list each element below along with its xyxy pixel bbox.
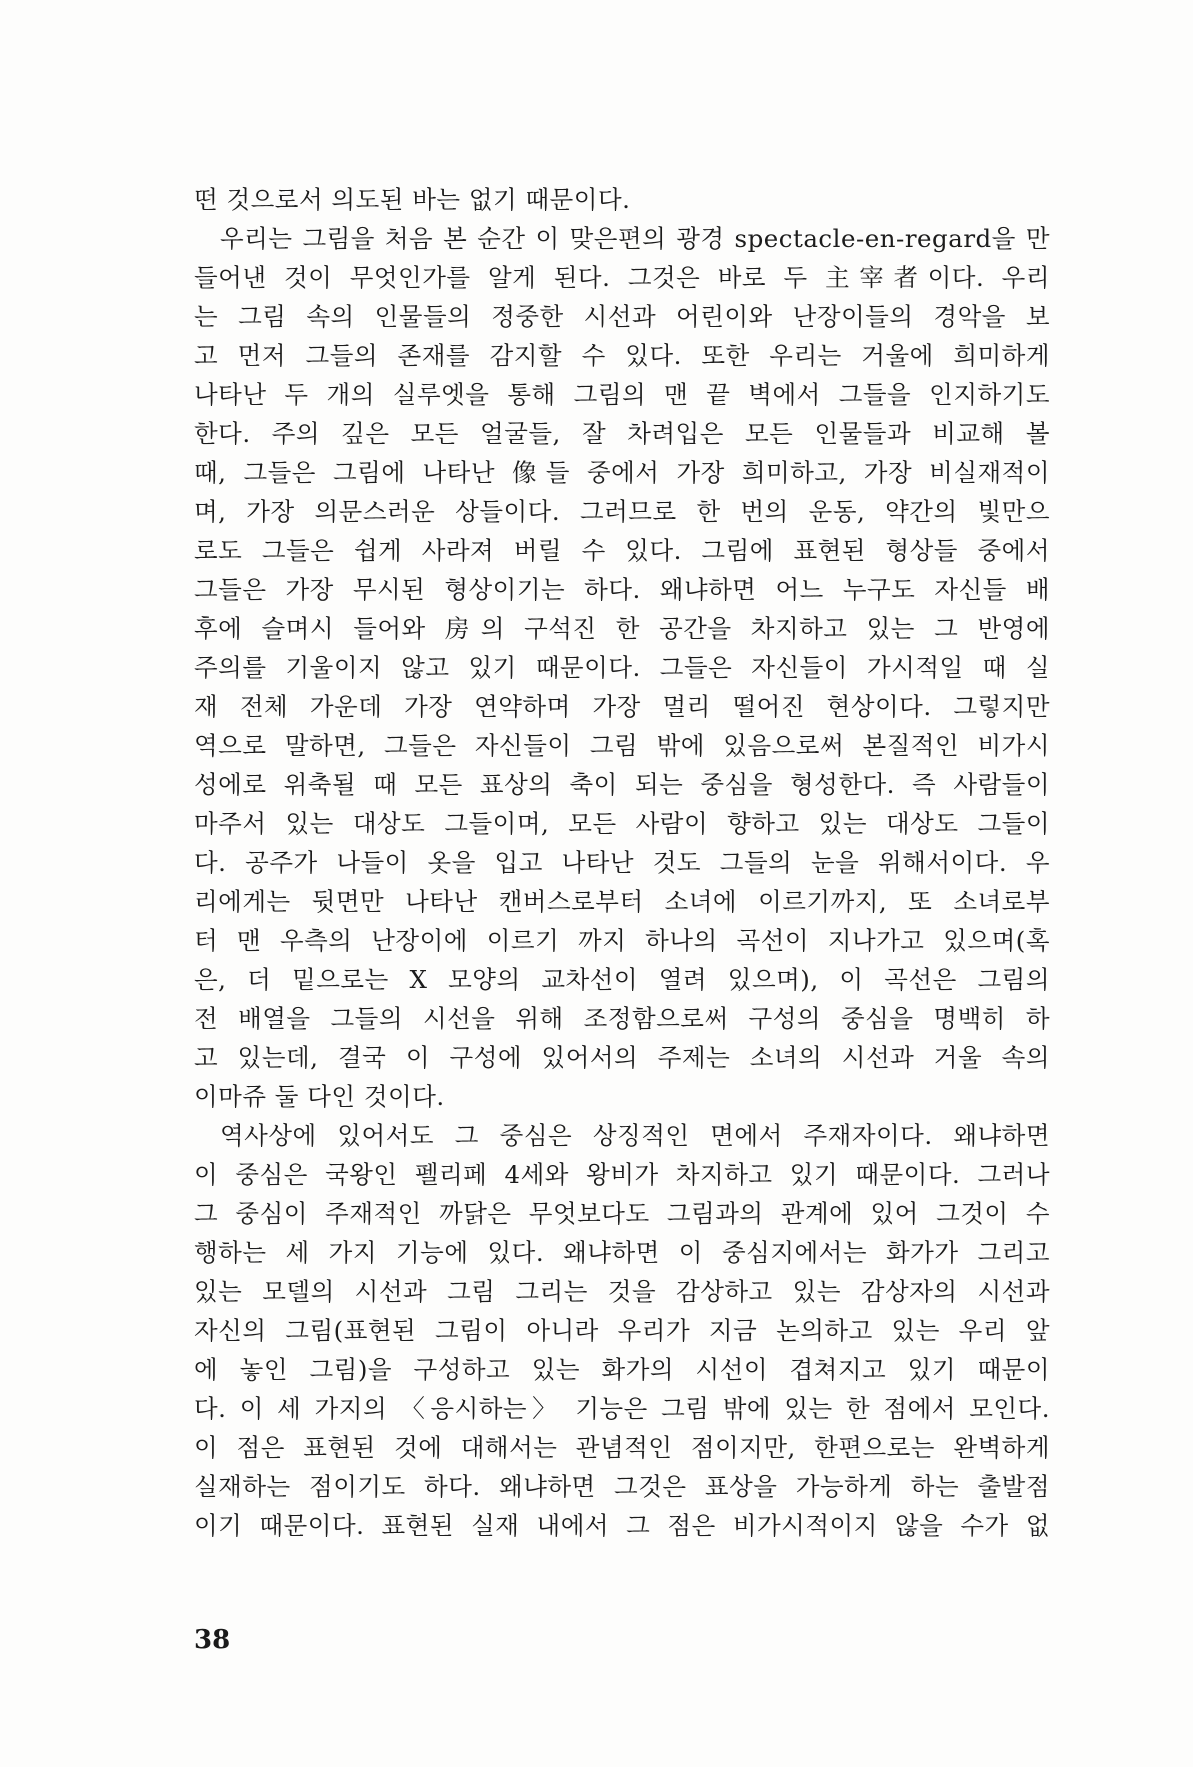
text-line: 고 먼저 그들의 존재를 감지할 수 있다. 또한 우리는 거울에 희미하게: [194, 341, 1050, 370]
text-line: 한다. 주의 깊은 모든 얼굴들, 잘 차려입은 모든 인물들과 비교해 볼: [194, 419, 1050, 448]
text-line: 터 맨 우측의 난장이에 이르기 까지 하나의 곡선이 지나가고 있으며(혹: [194, 926, 1050, 955]
text-line: 역사상에 있어서도 그 중심은 상징적인 면에서 주재자이다. 왜냐하면: [220, 1121, 1050, 1150]
text-line: 은, 더 밑으로는 X 모양의 교차선이 열려 있으며), 이 곡선은 그림의: [194, 965, 1050, 994]
text-line: 행하는 세 가지 기능에 있다. 왜냐하면 이 중심지에서는 화가가 그리고: [194, 1238, 1050, 1267]
text-line: 성에로 위축될 때 모든 표상의 축이 되는 중심을 형성한다. 즉 사람들이: [194, 770, 1050, 799]
text-line: 자신의 그림(표현된 그림이 아니라 우리가 지금 논의하고 있는 우리 앞: [194, 1316, 1050, 1345]
text-line: 이 점은 표현된 것에 대해서는 관념적인 점이지만, 한편으로는 완벽하게: [194, 1433, 1050, 1462]
text-line: 이기 때문이다. 표현된 실재 내에서 그 점은 비가시적이지 않을 수가 없: [194, 1511, 1050, 1540]
text-line: 역으로 말하면, 그들은 자신들이 그림 밖에 있음으로써 본질적인 비가시: [194, 731, 1050, 760]
text-line: 에 놓인 그림)을 구성하고 있는 화가의 시선이 겹쳐지고 있기 때문이: [194, 1355, 1050, 1384]
text-line: 는 그림 속의 인물들의 정중한 시선과 어린이와 난장이들의 경악을 보: [194, 302, 1050, 331]
text-line: 들어낸 것이 무엇인가를 알게 된다. 그것은 바로 두 主宰者이다. 우리: [194, 263, 1050, 292]
text-line: 실재하는 점이기도 하다. 왜냐하면 그것은 표상을 가능하게 하는 출발점: [194, 1472, 1050, 1501]
page-number: 38: [194, 1625, 231, 1655]
text-line: 주의를 기울이지 않고 있기 때문이다. 그들은 자신들이 가시적일 때 실: [194, 653, 1050, 682]
text-line: 고 있는데, 결국 이 구성에 있어서의 주제는 소녀의 시선과 거울 속의: [194, 1043, 1050, 1072]
text-line: 리에게는 뒷면만 나타난 캔버스로부터 소녀에 이르기까지, 또 소녀로부: [194, 887, 1050, 916]
text-line: 있는 모델의 시선과 그림 그리는 것을 감상하고 있는 감상자의 시선과: [194, 1277, 1050, 1306]
text-line: 마주서 있는 대상도 그들이며, 모든 사람이 향하고 있는 대상도 그들이: [194, 809, 1050, 838]
text-line: 후에 슬며시 들어와 房의 구석진 한 공간을 차지하고 있는 그 반영에: [194, 614, 1050, 643]
text-line: 재 전체 가운데 가장 연약하며 가장 멀리 떨어진 현상이다. 그렇지만: [194, 692, 1050, 721]
text-line: 우리는 그림을 처음 본 순간 이 맞은편의 광경 spectacle-en-regard을 만: [220, 224, 1050, 253]
text-line: 때, 그들은 그림에 나타난 像들 중에서 가장 희미하고, 가장 비실재적이: [194, 458, 1050, 487]
text-line: 그 중심이 주재적인 까닭은 무엇보다도 그림과의 관계에 있어 그것이 수: [194, 1199, 1050, 1228]
body-text: [194, 180, 1050, 1545]
text-line: 전 배열을 그들의 시선을 위해 조정함으로써 구성의 중심을 명백히 하: [194, 1004, 1050, 1033]
text-line: 그들은 가장 무시된 형상이기는 하다. 왜냐하면 어느 누구도 자신들 배: [194, 575, 1050, 604]
text-line: 로도 그들은 쉽게 사라져 버릴 수 있다. 그림에 표현된 형상들 중에서: [194, 536, 1050, 565]
text-line: 다. 이 세 가지의 〈응시하는〉 기능은 그림 밖에 있는 한 점에서 모인다.: [194, 1394, 1050, 1423]
text-line: 며, 가장 의문스러운 상들이다. 그러므로 한 번의 운동, 약간의 빛만으: [194, 497, 1050, 526]
text-line: 이 중심은 국왕인 펠리페 4세와 왕비가 차지하고 있기 때문이다. 그러나: [194, 1160, 1050, 1189]
text-line: 떤 것으로서 의도된 바는 없기 때문이다.: [194, 185, 631, 214]
text-line: 나타난 두 개의 실루엣을 통해 그림의 맨 끝 벽에서 그들을 인지하기도: [194, 380, 1050, 409]
text-line: 다. 공주가 나들이 옷을 입고 나타난 것도 그들의 눈을 위해서이다. 우: [194, 848, 1050, 877]
text-line: 이마쥬 둘 다인 것이다.: [194, 1082, 445, 1111]
